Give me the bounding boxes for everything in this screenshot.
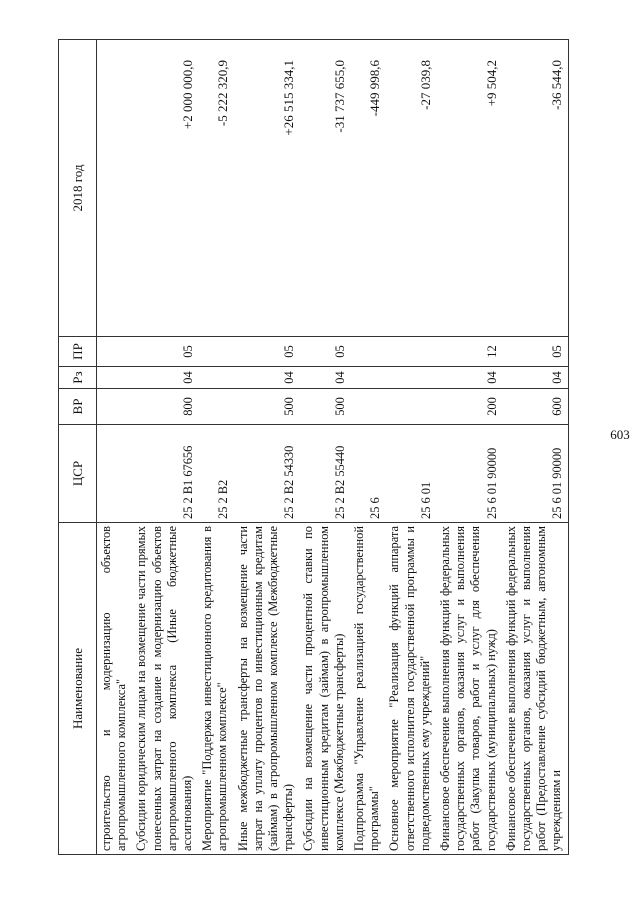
table-row (234, 40, 300, 855)
row-vr (198, 389, 233, 425)
row-pr: 05 (299, 337, 350, 367)
row-rz (350, 367, 385, 389)
row-rz (198, 367, 233, 389)
header-csr: ЦСР (59, 425, 97, 523)
row-pr: 05 (132, 337, 198, 367)
table-row (97, 40, 133, 855)
row-rz: 04 (436, 367, 502, 389)
row-name: строительство и модернизацию объектов агропромышленного комплекса" (97, 523, 133, 855)
table-row (502, 40, 568, 855)
row-amount: +9 504,2 (436, 40, 502, 337)
row-name: Основное мероприятие "Реализация функций аппарата ответственного исполнителя государственной программы и подведомственных ему учреждений" (385, 523, 436, 855)
header-year: 2018 год (59, 40, 97, 337)
row-name: Финансовое обеспечение выполнения функций федеральных государственных органов, оказания услуг и выполнения работ (Предоставление субсидий бюджетным, автономным учреждениям и (502, 523, 568, 855)
row-amount: +2 000 000,0 (132, 40, 198, 337)
row-rz: 04 (502, 367, 568, 389)
row-vr: 500 (299, 389, 350, 425)
row-pr (350, 337, 385, 367)
header-rz: Рз (59, 367, 97, 389)
table-row (385, 40, 436, 855)
row-csr: 25 6 01 (385, 425, 436, 523)
table-row (198, 40, 233, 855)
row-amount: +26 515 334,1 (234, 40, 300, 337)
row-pr: 05 (234, 337, 300, 367)
table-header-row (59, 40, 97, 855)
header-vr: ВР (59, 389, 97, 425)
table-row (299, 40, 350, 855)
row-csr: 25 2 B2 54330 (234, 425, 300, 523)
row-rz (385, 367, 436, 389)
row-pr: 05 (502, 337, 568, 367)
row-amount: -36 544,0 (502, 40, 568, 337)
row-csr: 25 2 B1 67656 (132, 425, 198, 523)
header-pr: ПР (59, 337, 97, 367)
row-amount: -31 737 655,0 (299, 40, 350, 337)
row-name: Мероприятие "Поддержка инвестиционного кредитования в агропромышленном комплексе" (198, 523, 233, 855)
page-number: 603 (610, 427, 630, 442)
row-name: Субсидии юридическим лицам на возмещение части прямых понесенных затрат на создание и модернизацию объектов агропромышленного комплекса (Иные бюджетные ассигнования) (132, 523, 198, 855)
row-vr (97, 389, 133, 425)
row-rz: 04 (299, 367, 350, 389)
row-amount: -27 039,8 (385, 40, 436, 337)
budget-table (58, 39, 569, 855)
row-csr: 25 2 B2 55440 (299, 425, 350, 523)
row-vr: 600 (502, 389, 568, 425)
row-name: Субсидии на возмещение части процентной ставки по инвестиционным кредитам (займам) в агропромышленном комплексе (Межбюджетные трансферты) (299, 523, 350, 855)
row-pr: 12 (436, 337, 502, 367)
row-name: Иные межбюджетные трансферты на возмещение части затрат на уплату процентов по инвестиционным кредитам (займам) в агропромышленном комплексе (Межбюджетные трансферты) (234, 523, 300, 855)
row-name: Подпрограмма "Управление реализацией государственной программы" (350, 523, 385, 855)
row-csr: 25 6 (350, 425, 385, 523)
row-csr: 25 2 B2 (198, 425, 233, 523)
row-pr (198, 337, 233, 367)
row-vr (350, 389, 385, 425)
row-csr: 25 6 01 90000 (436, 425, 502, 523)
row-pr (97, 337, 133, 367)
table-row (350, 40, 385, 855)
row-vr: 500 (234, 389, 300, 425)
table-row (436, 40, 502, 855)
row-rz (97, 367, 133, 389)
row-pr (385, 337, 436, 367)
table-row (132, 40, 198, 855)
row-csr: 25 6 01 90000 (502, 425, 568, 523)
row-amount: -5 222 320,9 (198, 40, 233, 337)
row-name: Финансовое обеспечение выполнения функций федеральных государственных органов, оказания услуг и выполнения работ (Закупка товаров, работ и услуг для обеспечения государственных (муниципальных) нужд) (436, 523, 502, 855)
header-name: Наименование (59, 523, 97, 855)
row-amount (97, 40, 133, 337)
row-rz: 04 (132, 367, 198, 389)
row-rz: 04 (234, 367, 300, 389)
row-vr: 200 (436, 389, 502, 425)
row-vr (385, 389, 436, 425)
row-vr: 800 (132, 389, 198, 425)
row-amount: -449 998,6 (350, 40, 385, 337)
row-csr (97, 425, 133, 523)
